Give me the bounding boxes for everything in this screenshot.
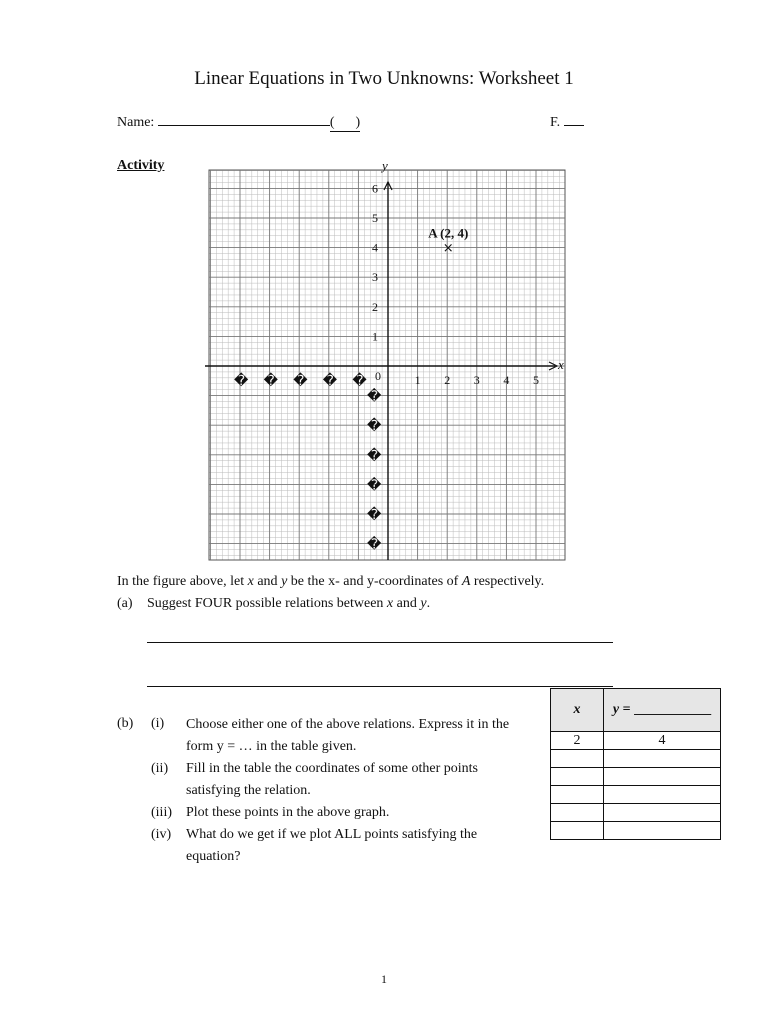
y-tick-label-negative: � bbox=[367, 418, 382, 435]
table-header-y-suffix: = ___________ bbox=[619, 702, 712, 717]
page-number: 1 bbox=[381, 972, 387, 986]
x-tick-label-negative: � bbox=[234, 373, 249, 389]
class-number-paren: ( ) bbox=[329, 115, 361, 130]
y-axis-label: y bbox=[382, 160, 388, 173]
table-cell-x[interactable] bbox=[551, 822, 604, 840]
qa-var-x: x bbox=[386, 596, 394, 611]
answer-line-1[interactable] bbox=[147, 642, 613, 643]
qa-text-part: Suggest FOUR possible relations between bbox=[147, 596, 387, 611]
table-cell-y[interactable] bbox=[604, 822, 721, 840]
y-tick-label: 5 bbox=[372, 211, 378, 225]
y-tick-label-negative: � bbox=[367, 477, 382, 494]
table-row bbox=[551, 786, 721, 804]
intro-text-part: and bbox=[253, 574, 282, 589]
qa-text-part: and bbox=[393, 596, 421, 611]
worksheet-title: Linear Equations in Two Unknowns: Worksheet 1 bbox=[194, 68, 574, 89]
question-b-part-ii-num: (ii) bbox=[151, 761, 169, 776]
coordinate-grid-graph bbox=[205, 160, 569, 564]
question-b-part-iii-text: Plot these points in the above graph. bbox=[186, 805, 390, 820]
origin-label: 0 bbox=[375, 369, 381, 383]
table-cell-x[interactable] bbox=[551, 750, 604, 768]
qa-var-y: y bbox=[420, 596, 427, 611]
x-tick-label: 3 bbox=[473, 373, 480, 387]
question-b-part-ii-text: Fill in the table the coordinates of some other points satisfying the relation. bbox=[186, 761, 478, 798]
question-b-label: (b) bbox=[117, 716, 134, 731]
question-b-part-i-text: Choose either one of the above relations. Express it in the form y = … in the table given. bbox=[186, 717, 510, 754]
x-tick-label-negative: � bbox=[263, 373, 278, 389]
table-row bbox=[551, 732, 721, 750]
name-label: Name: bbox=[117, 115, 155, 130]
x-tick-label-negative: � bbox=[293, 373, 308, 389]
y-tick-label-negative: � bbox=[367, 536, 382, 553]
intro-var-y: y bbox=[281, 574, 288, 589]
grid-major-lines bbox=[209, 170, 565, 560]
plotted-points bbox=[428, 226, 468, 257]
xy-value-table bbox=[550, 688, 721, 840]
x-axis-label: x bbox=[558, 357, 564, 372]
table-row bbox=[551, 768, 721, 786]
grid-minor-lines bbox=[209, 170, 565, 560]
class-number-blank[interactable] bbox=[330, 115, 360, 132]
question-a-label: (a) bbox=[117, 596, 133, 611]
table-cell-y[interactable]: 4 bbox=[604, 732, 721, 750]
answer-line-2[interactable] bbox=[147, 686, 613, 687]
y-tick-label: 2 bbox=[372, 299, 378, 314]
question-b-part-iii-num: (iii) bbox=[151, 805, 172, 820]
grid-frame bbox=[209, 170, 565, 560]
name-blank[interactable] bbox=[158, 125, 330, 126]
intro-text-part: respectively. bbox=[470, 574, 545, 589]
intro-var-a: A bbox=[461, 574, 471, 589]
intro-text-part: In the figure above, let bbox=[117, 574, 248, 589]
y-tick-label: 6 bbox=[372, 181, 378, 196]
table-cell-x[interactable]: 2 bbox=[551, 732, 604, 750]
x-tick-label-negative: � bbox=[352, 373, 367, 389]
qa-text-part: . bbox=[426, 596, 431, 611]
tick-labels bbox=[234, 160, 564, 553]
intro-var-x: x bbox=[247, 574, 254, 589]
question-b-part-i-num: (i) bbox=[151, 716, 165, 731]
y-tick-label-negative: � bbox=[367, 447, 382, 464]
table-row bbox=[551, 750, 721, 768]
question-b-part-iv-num: (iv) bbox=[151, 827, 172, 842]
question-b-part-iv-text: What do we get if we plot ALL points satisfying the equation? bbox=[186, 827, 478, 864]
intro-text-part: be the x- and y-coordinates of bbox=[287, 574, 462, 589]
intro-text bbox=[117, 574, 544, 590]
table-cell-y[interactable] bbox=[604, 768, 721, 786]
y-tick-label-negative: � bbox=[367, 507, 382, 523]
x-tick-label-negative: � bbox=[322, 373, 338, 389]
x-tick-label: 5 bbox=[533, 373, 539, 387]
form-row bbox=[550, 115, 584, 131]
table-cell-x[interactable] bbox=[551, 804, 604, 822]
x-tick-label: 2 bbox=[444, 373, 451, 387]
table-row bbox=[551, 804, 721, 822]
y-tick-label: 1 bbox=[372, 329, 378, 344]
question-a-text bbox=[147, 596, 430, 612]
point-a-marker: × bbox=[442, 241, 454, 257]
y-tick-label: 3 bbox=[372, 270, 378, 285]
x-tick-label: 4 bbox=[503, 373, 510, 387]
table-cell-y[interactable] bbox=[604, 804, 721, 822]
form-label: F. bbox=[550, 115, 561, 130]
table-row bbox=[551, 822, 721, 840]
table-header-x: x bbox=[551, 689, 604, 732]
point-a-label: A (2, 4) bbox=[428, 225, 469, 241]
activity-heading: Activity bbox=[117, 158, 165, 173]
table-header-row bbox=[551, 689, 721, 732]
table-cell-x[interactable] bbox=[551, 768, 604, 786]
y-tick-label: 4 bbox=[372, 240, 378, 255]
name-row bbox=[117, 115, 360, 132]
table-header-y: y = ___________ bbox=[604, 689, 721, 732]
table-cell-y[interactable] bbox=[604, 786, 721, 804]
table-cell-y[interactable] bbox=[604, 750, 721, 768]
table-cell-x[interactable] bbox=[551, 786, 604, 804]
form-blank[interactable] bbox=[564, 125, 584, 126]
y-tick-label-negative: � bbox=[367, 388, 382, 405]
x-tick-label: 1 bbox=[414, 373, 421, 387]
